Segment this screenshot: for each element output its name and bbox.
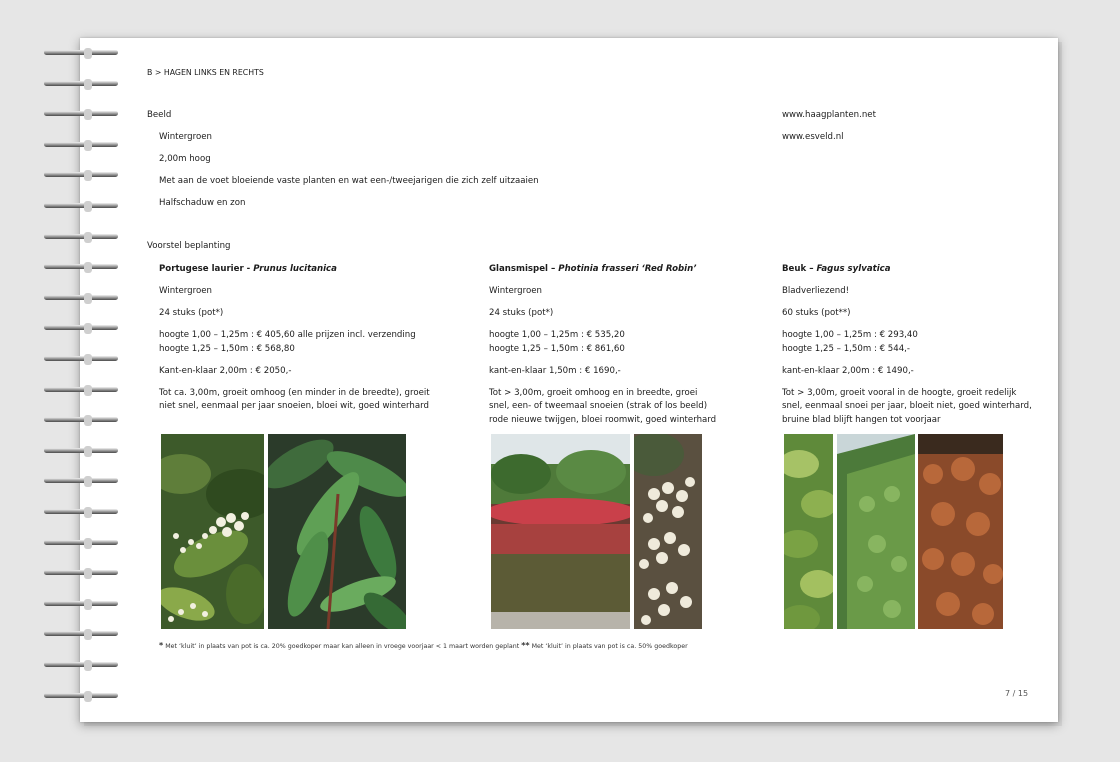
spiral-binding (44, 40, 124, 720)
spiral-ring (44, 293, 120, 305)
plant-price: hoogte 1,00 – 1,25m : € 293,40 (782, 330, 918, 340)
plant-desc: bruine blad blijft hangen tot voorjaar (782, 414, 941, 425)
spiral-ring (44, 170, 120, 182)
plant-ready: kant-en-klaar 2,00m : € 1490,- (782, 365, 914, 376)
plant-desc: Tot ca. 3,00m, groeit omhoog (en minder in de breedte), groeit (159, 387, 430, 398)
footnote-marker: * (159, 641, 164, 650)
plant-qty: 60 stuks (pot**) (782, 308, 851, 318)
beeld-item: 2,00m hoog (159, 154, 211, 164)
spiral-ring (44, 660, 120, 672)
spiral-ring (44, 415, 120, 427)
plant-name: Glansmispel – Photinia frasseri ‘Red Robin’ (489, 264, 697, 274)
spiral-ring (44, 446, 120, 458)
spiral-ring (44, 507, 120, 519)
plant-column (782, 263, 1032, 427)
spiral-ring (44, 568, 120, 580)
spiral-ring (44, 691, 120, 703)
photo-beuk-hedge-green (837, 434, 915, 629)
plant-desc: snel, een- of tweemaal snoeien (strak of los beeld) (489, 401, 708, 411)
spiral-ring (44, 599, 120, 611)
spiral-ring (44, 323, 120, 335)
footnote-text: Met ‘kluit’ in plaats van pot is ca. 50% goedkoper (529, 643, 688, 650)
spiral-ring (44, 354, 120, 366)
plant-column (159, 263, 430, 414)
spiral-ring (44, 201, 120, 213)
spiral-ring (44, 232, 120, 244)
photo-laurier-flowers (161, 434, 264, 629)
spiral-ring (44, 140, 120, 152)
plant-latin: Fagus sylvatica (816, 264, 891, 274)
plant-price: hoogte 1,25 – 1,50m : € 544,- (782, 343, 910, 354)
spiral-ring (44, 109, 120, 121)
footnote-text: Met ‘kluit’ in plaats van pot is ca. 20% goedkoper maar kan alleen in vroege voorjaar < 1 maart worden geplant (163, 643, 522, 650)
footnote-marker: ** (521, 641, 530, 650)
beeld-title: Beeld (147, 110, 172, 120)
beeld-item: Halfschaduw en zon (159, 198, 246, 208)
plant-desc: snel, eenmaal snoei per jaar, bloeit niet, goed winterhard, (782, 401, 1032, 411)
plant-desc: rode nieuwe twijgen, bloei roomwit, goed winterhard (489, 414, 717, 425)
plant-latin: Prunus lucitanica (253, 264, 337, 274)
spiral-ring (44, 538, 120, 550)
plant-price: hoogte 1,00 – 1,25m : € 405,60 alle prijzen incl. verzending (159, 330, 416, 340)
plant-qty: 24 stuks (pot*) (489, 308, 554, 318)
footnote (159, 641, 688, 650)
plant-desc: Tot > 3,00m, groeit omhoog en in breedte, groei (489, 387, 698, 398)
plant-price: hoogte 1,25 – 1,50m : € 861,60 (489, 343, 625, 354)
link-haagplanten[interactable]: www.haagplanten.net (782, 110, 876, 120)
plant-ready: Kant-en-klaar 2,00m : € 2050,- (159, 365, 292, 376)
link-esveld[interactable]: www.esveld.nl (782, 132, 844, 142)
plant-leaf: Wintergroen (159, 286, 212, 296)
beeld-item: Met aan de voet bloeiende vaste planten en wat een-/tweejarigen die zich zelf uitzaaien (159, 176, 539, 186)
spiral-ring (44, 48, 120, 60)
voorstel-title: Voorstel beplanting (147, 241, 231, 251)
photo-beuk-leaves (784, 434, 833, 629)
document-page (80, 38, 1058, 722)
page-number: 7 / 15 (1005, 689, 1029, 698)
spiral-ring (44, 385, 120, 397)
plant-leaf: Bladverliezend! (782, 286, 850, 296)
plant-name: Beuk – Fagus sylvatica (782, 264, 891, 274)
plant-leaf: Wintergroen (489, 286, 542, 296)
photo-beuk-hedge-brown (918, 434, 1003, 629)
plant-price: hoogte 1,25 – 1,50m : € 568,80 (159, 343, 295, 354)
spiral-ring (44, 476, 120, 488)
spiral-ring (44, 79, 120, 91)
plant-latin: Photinia frasseri ‘Red Robin’ (558, 264, 697, 274)
beeld-item: Wintergroen (159, 132, 212, 142)
spiral-ring (44, 262, 120, 274)
plant-desc: niet snel, eenmaal per jaar snoeien, bloei wit, goed winterhard (159, 401, 429, 411)
plant-name: Portugese laurier - Prunus lucitanica (159, 264, 337, 274)
plant-desc: Tot > 3,00m, groeit vooral in de hoogte, groeit redelijk (782, 387, 1017, 398)
plant-qty: 24 stuks (pot*) (159, 308, 224, 318)
photo-photinia-flowers (634, 434, 702, 629)
photo-laurier-leaves (268, 434, 406, 629)
photo-photinia-hedge (491, 434, 630, 629)
plant-ready: kant-en-klaar 1,50m : € 1690,- (489, 365, 621, 376)
plant-column (489, 263, 716, 427)
spiral-ring (44, 629, 120, 641)
section-header: B > HAGEN LINKS EN RECHTS (147, 68, 264, 77)
plant-price: hoogte 1,00 – 1,25m : € 535,20 (489, 330, 625, 340)
